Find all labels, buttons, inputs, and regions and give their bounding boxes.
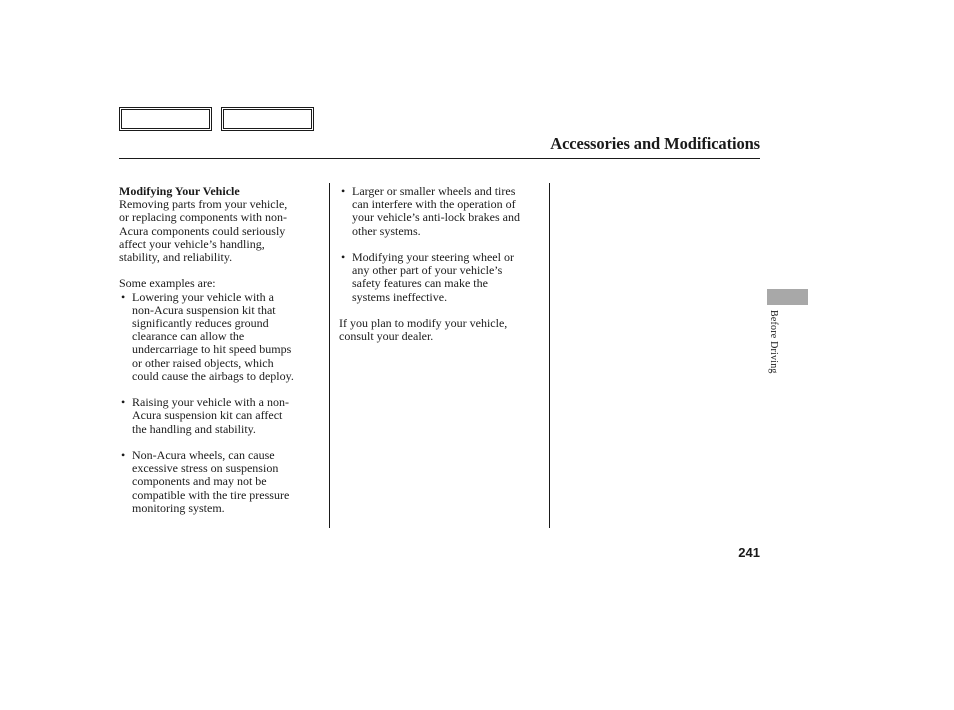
bullet-item [339, 251, 543, 304]
text-line: can interfere with the operation of [352, 197, 516, 212]
bullet-item [339, 185, 543, 238]
section-tab[interactable] [767, 289, 808, 305]
text-line: undercarriage to hit speed bumps [132, 342, 292, 357]
bullet-icon: • [121, 448, 126, 463]
text-line: Modifying your steering wheel or [352, 250, 514, 264]
bullet-icon: • [121, 395, 126, 410]
text-line: stability, and reliability. [119, 250, 233, 265]
bullet-icon: • [341, 184, 346, 198]
text-line: non-Acura suspension kit that [132, 302, 276, 317]
text-line: significantly reduces ground [132, 316, 269, 331]
column-divider [329, 183, 330, 528]
text-column-1 [119, 185, 323, 515]
text-line: affect your vehicle’s handling, [119, 236, 265, 251]
page-title: Accessories and Modifications [550, 134, 760, 153]
text-line: Acura suspension kit can affect [132, 408, 283, 423]
text-line: or other raised objects, which [132, 355, 274, 370]
text-line: Larger or smaller wheels and tires [352, 184, 516, 198]
text-line: If you plan to modify your vehicle, [339, 316, 508, 330]
text-line: consult your dealer. [339, 329, 434, 344]
text-line: any other part of your vehicle’s [352, 263, 503, 278]
text-line: Non-Acura wheels, can cause [132, 448, 275, 463]
bullet-item [119, 291, 323, 383]
text-line: Acura components could seriously [119, 223, 286, 238]
text-line: Removing parts from your vehicle, [119, 197, 288, 212]
bullet-icon: • [121, 289, 126, 304]
text-line: Raising your vehicle with a non- [132, 395, 289, 410]
previous-page-button[interactable] [119, 107, 212, 131]
text-line: your vehicle’s anti-lock brakes and [352, 210, 520, 225]
header-rule [119, 158, 760, 159]
intro-paragraph [119, 198, 323, 264]
bullet-item [119, 449, 323, 515]
closing-paragraph [339, 317, 543, 343]
text-line: other systems. [352, 223, 421, 238]
text-line: safety features can make the [352, 276, 488, 291]
section-heading: Modifying Your Vehicle [119, 184, 240, 198]
text-line: Lowering your vehicle with a [132, 289, 274, 304]
text-line: excessive stress on suspension [132, 461, 279, 476]
text-line: clearance can allow the [132, 329, 245, 344]
text-line: could cause the airbags to deploy. [132, 368, 294, 383]
text-line: systems ineffective. [352, 289, 448, 304]
bullet-icon: • [341, 250, 346, 264]
text-line: compatible with the tire pressure [132, 487, 290, 502]
bullet-item [119, 396, 323, 436]
page-number: 241 [738, 545, 760, 560]
text-line: or replacing components with non- [119, 210, 287, 225]
next-page-button[interactable] [221, 107, 314, 131]
text-line: components and may not be [132, 474, 267, 489]
text-column-2 [339, 185, 543, 343]
column-divider [549, 183, 550, 528]
text-line: monitoring system. [132, 500, 225, 515]
examples-label: Some examples are: [119, 276, 216, 291]
section-label: Before Driving [768, 310, 779, 374]
text-line: the handling and stability. [132, 421, 256, 436]
